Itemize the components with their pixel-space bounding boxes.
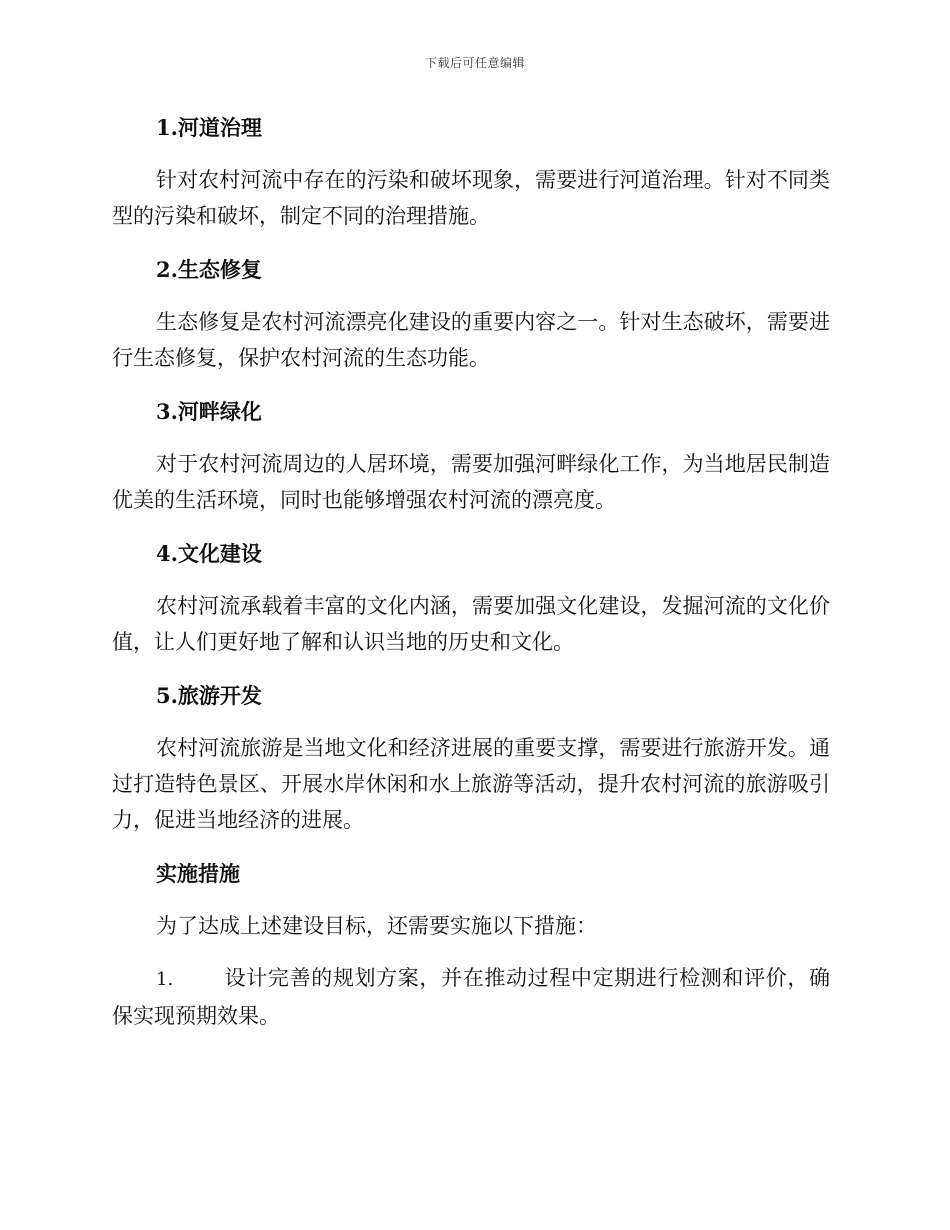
section-ecological-restoration (112, 250, 830, 376)
section-heading: 4.文化建设 (156, 541, 262, 566)
section-implementation-measures (112, 854, 830, 1034)
section-heading: 1.河道治理 (156, 115, 262, 140)
list-item-text: 设计完善的规划方案，并在推动过程中定期进行检测和评价，确保实现预期效果。 (112, 966, 830, 1028)
list-item-number: 1. (156, 969, 174, 990)
document-body (112, 108, 830, 1034)
section-river-management (112, 108, 830, 234)
section-riverside-greening (112, 392, 830, 518)
header-note: 下载后可任意编辑 (424, 56, 525, 70)
section-heading: 实施措施 (156, 861, 240, 886)
section-heading: 2.生态修复 (156, 257, 262, 282)
section-heading: 5.旅游开发 (156, 683, 262, 708)
list-item (112, 960, 830, 1034)
section-paragraph: 针对农村河流中存在的污染和破坏现象，需要进行河道治理。针对不同类型的污染和破坏，制定不同的治理措施。 (112, 168, 830, 228)
section-paragraph: 农村河流承载着丰富的文化内涵，需要加强文化建设，发掘河流的文化价值，让人们更好地了解和认识当地的历史和文化。 (112, 594, 830, 654)
section-tourism-development (112, 676, 830, 838)
section-heading: 3.河畔绿化 (156, 399, 262, 424)
measures-intro: 为了达成上述建设目标，还需要实施以下措施： (156, 914, 597, 938)
section-paragraph: 生态修复是农村河流漂亮化建设的重要内容之一。针对生态破坏，需要进行生态修复，保护农村河流的生态功能。 (112, 310, 830, 370)
section-paragraph: 农村河流旅游是当地文化和经济进展的重要支撑，需要进行旅游开发。通过打造特色景区、开展水岸休闲和水上旅游等活动，提升农村河流的旅游吸引力，促进当地经济的进展。 (112, 736, 830, 832)
section-cultural-construction (112, 534, 830, 660)
section-paragraph: 对于农村河流周边的人居环境，需要加强河畔绿化工作，为当地居民制造优美的生活环境，同时也能够增强农村河流的漂亮度。 (112, 452, 830, 512)
